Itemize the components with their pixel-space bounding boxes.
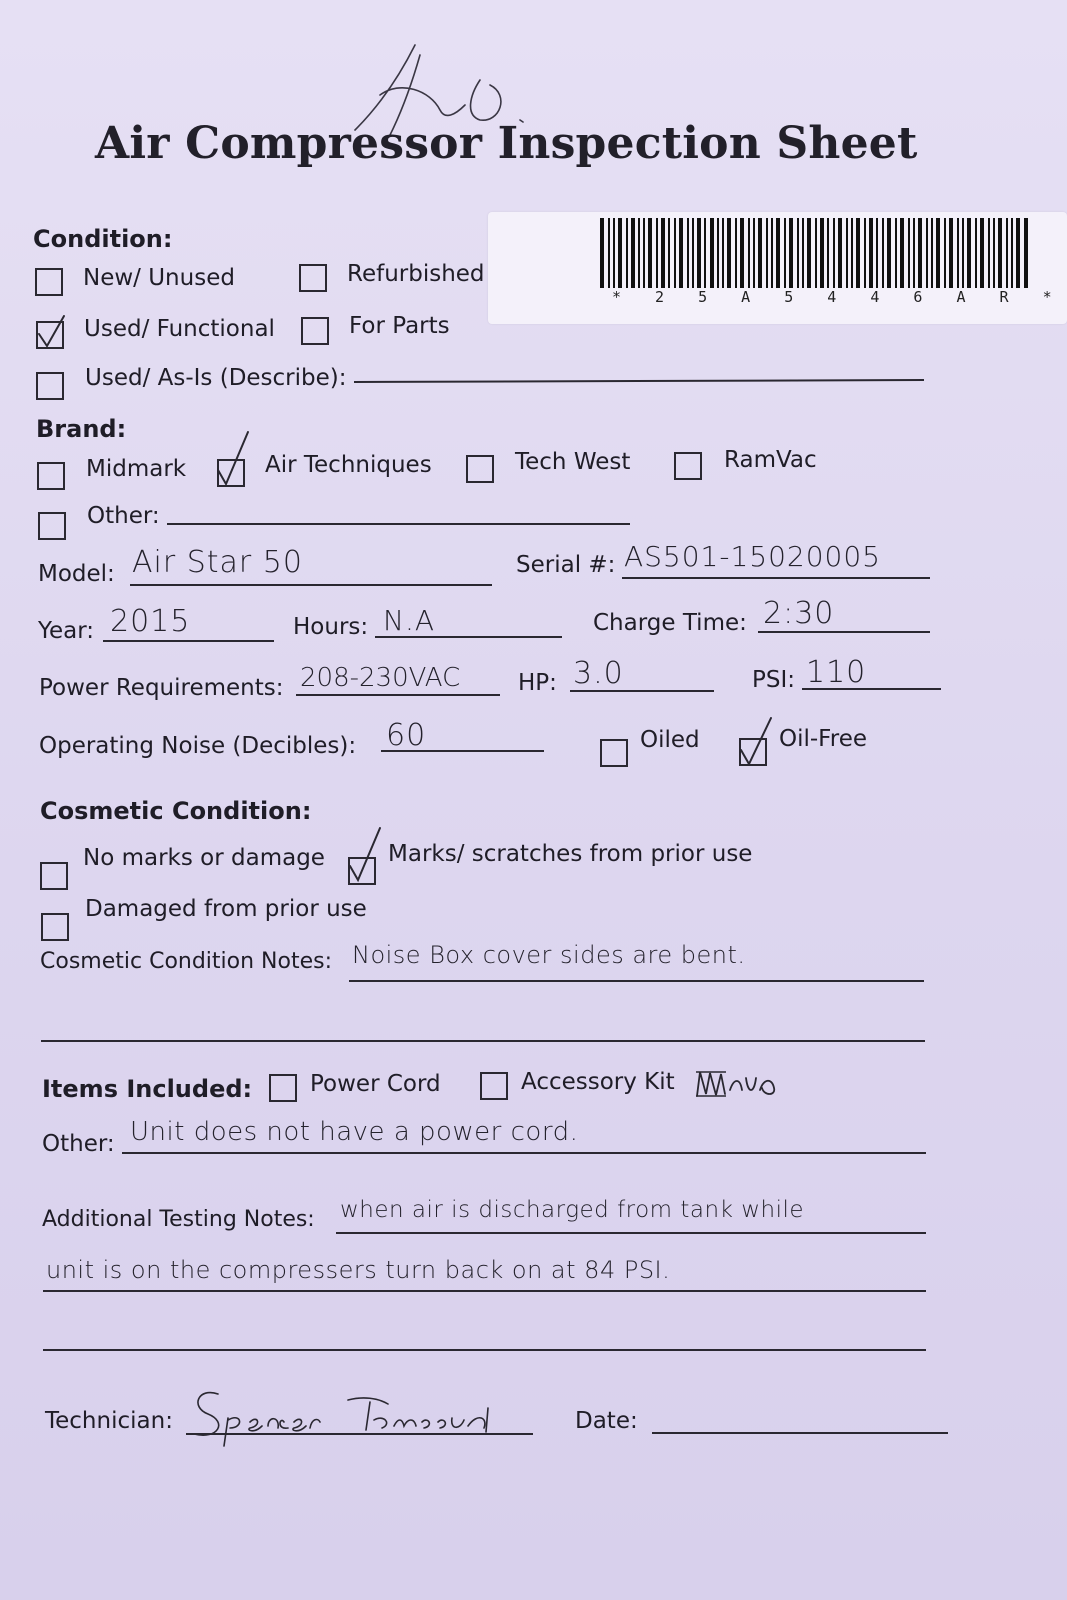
year-label: Year:: [38, 618, 95, 644]
hours-value: N.A: [383, 604, 435, 637]
checkbox-damaged[interactable]: [41, 913, 69, 941]
barcode-bars: [600, 218, 1030, 288]
checkbox-midmark[interactable]: [37, 462, 65, 490]
items-other-value: Unit does not have a power cord.: [130, 1117, 579, 1147]
technician-signature: [188, 1382, 508, 1452]
scribble-mark: [694, 1068, 780, 1100]
label-oiled: Oiled: [640, 727, 700, 753]
psi-value: 110: [806, 655, 867, 690]
label-no-marks: No marks or damage: [83, 845, 325, 871]
other-brand-line: [167, 523, 630, 525]
checkbox-used-as-is[interactable]: [36, 372, 64, 400]
label-tech-west: Tech West: [515, 449, 631, 475]
label-accessory-kit: Accessory Kit: [521, 1069, 675, 1095]
label-ramvac: RamVac: [724, 447, 817, 473]
hp-line: [570, 690, 714, 692]
used-as-is-line: [354, 379, 924, 383]
sheet-title: Air Compressor Inspection Sheet: [95, 118, 918, 169]
power-line: [296, 694, 500, 696]
psi-line: [802, 688, 941, 690]
date-line: [652, 1432, 948, 1434]
model-label: Model:: [38, 561, 115, 587]
serial-line: [622, 577, 930, 579]
hours-line: [375, 636, 562, 638]
model-value: Air Star 50: [132, 545, 303, 580]
label-air-techniques: Air Techniques: [265, 452, 432, 478]
testing-line-1: [336, 1232, 926, 1234]
checkbox-oiled[interactable]: [600, 739, 628, 767]
label-midmark: Midmark: [86, 456, 187, 482]
testing-line-2: [43, 1290, 926, 1292]
serial-label: Serial #:: [516, 552, 616, 578]
cosmetic-notes-label: Cosmetic Condition Notes:: [40, 949, 333, 974]
cosmetic-notes-line: [349, 980, 924, 982]
checkbox-no-marks[interactable]: [40, 862, 68, 890]
label-used-as-is: Used/ As-Is (Describe):: [85, 365, 347, 391]
testing-line1-value: when air is discharged from tank while: [340, 1197, 805, 1223]
cosmetic-notes-line-2: [41, 1040, 925, 1042]
checkbox-other-brand[interactable]: [38, 512, 66, 540]
hours-label: Hours:: [293, 614, 369, 640]
psi-label: PSI:: [752, 667, 796, 693]
checkbox-power-cord[interactable]: [269, 1074, 297, 1102]
checkmark-icon: [737, 716, 773, 770]
noise-line: [381, 750, 544, 752]
checkmark-icon: [214, 430, 250, 490]
label-power-cord: Power Cord: [310, 1071, 441, 1097]
checkmark-icon: [34, 312, 70, 352]
charge-line: [758, 631, 930, 633]
checkbox-accessory-kit[interactable]: [480, 1072, 508, 1100]
noise-value: 60: [386, 718, 427, 753]
label-other-brand: Other:: [87, 503, 160, 529]
power-label: Power Requirements:: [39, 675, 284, 701]
label-for-parts: For Parts: [349, 313, 450, 339]
label-used-functional: Used/ Functional: [84, 316, 275, 342]
charge-label: Charge Time:: [593, 610, 747, 636]
checkbox-tech-west[interactable]: [466, 455, 494, 483]
charge-value: 2:30: [763, 596, 835, 631]
serial-value: AS501-15020005: [624, 540, 881, 573]
brand-heading: Brand:: [36, 415, 127, 443]
checkbox-ramvac[interactable]: [674, 452, 702, 480]
noise-label: Operating Noise (Decibles):: [39, 733, 357, 759]
condition-heading: Condition:: [33, 225, 173, 253]
testing-line-3: [43, 1349, 926, 1351]
testing-label: Additional Testing Notes:: [42, 1207, 315, 1232]
items-other-label: Other:: [42, 1131, 115, 1157]
checkbox-refurbished[interactable]: [299, 264, 327, 292]
date-label: Date:: [575, 1408, 638, 1434]
model-line: [130, 584, 492, 586]
technician-label: Technician:: [45, 1408, 173, 1434]
year-value: 2015: [110, 604, 191, 639]
cosmetic-notes-value: Noise Box cover sides are bent.: [352, 941, 746, 969]
hp-label: HP:: [518, 670, 557, 696]
technician-line: [186, 1433, 533, 1435]
year-line: [103, 640, 274, 642]
label-oil-free: Oil-Free: [779, 726, 867, 752]
cosmetic-heading: Cosmetic Condition:: [40, 797, 312, 825]
label-refurbished: Refurbished: [347, 261, 485, 287]
checkmark-icon: [346, 826, 382, 886]
barcode-text: * 2 5 A 5 4 4 6 A R *: [612, 288, 1065, 306]
items-other-line: [122, 1152, 926, 1154]
barcode-label: [488, 212, 1067, 324]
label-damaged: Damaged from prior use: [85, 896, 367, 922]
hp-value: 3.0: [573, 656, 624, 691]
label-new-unused: New/ Unused: [83, 265, 235, 291]
checkbox-for-parts[interactable]: [301, 317, 329, 345]
items-heading: Items Included:: [42, 1075, 253, 1103]
power-value: 208-230VAC: [300, 663, 461, 693]
checkbox-new-unused[interactable]: [35, 268, 63, 296]
label-marks-scratches: Marks/ scratches from prior use: [388, 841, 753, 867]
testing-line2-value: unit is on the compressers turn back on at 84 PSI.: [46, 1256, 671, 1284]
